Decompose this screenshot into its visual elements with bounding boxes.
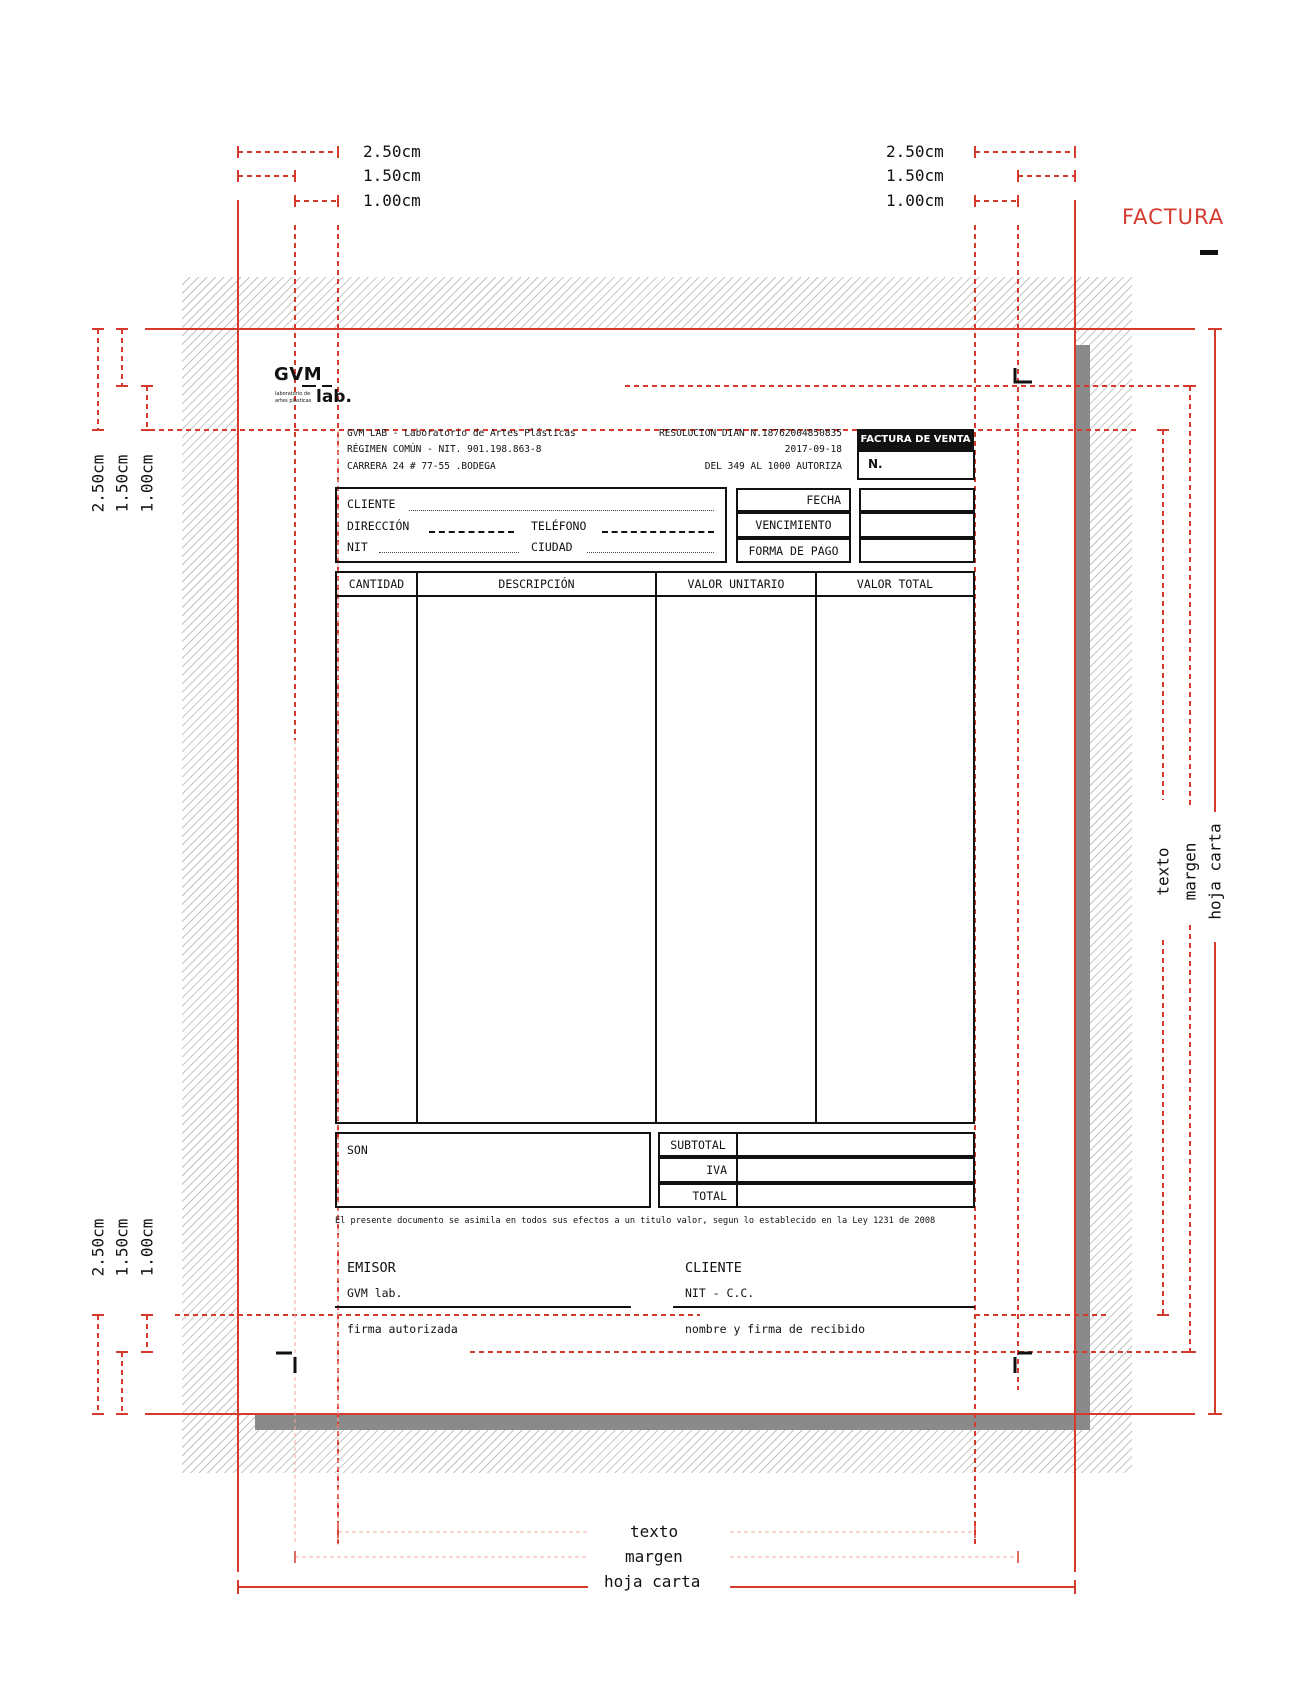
iva-label-cell: [658, 1157, 738, 1183]
left-bottom-margin-1-0: 1.00cm: [137, 1218, 157, 1277]
subtotal-label-cell: [658, 1132, 738, 1157]
date-label-cell: [736, 488, 851, 512]
client-line: [409, 510, 714, 511]
subtotal-label: SUBTOTAL: [670, 1137, 726, 1152]
iva-value-cell: [736, 1157, 975, 1183]
bottom-label-hoja-carta: hoja carta: [604, 1572, 701, 1591]
left-bottom-margin-2-5: 2.50cm: [88, 1218, 108, 1277]
logo-main: GVM: [274, 364, 323, 385]
legal-text: El presente documento se asimila en todos sus efectos a un titulo valor, segun lo establecido en la Ley 1231 de 2008: [335, 1216, 936, 1226]
logo-tagline-1: laboratorio de: [275, 391, 311, 397]
bottom-label-margen: margen: [625, 1547, 683, 1566]
emisor-name: GVM lab.: [347, 1286, 403, 1300]
total-label-cell: [658, 1183, 738, 1208]
son-label: SON: [347, 1143, 368, 1157]
right-label-hoja-carta: hoja carta: [1205, 823, 1225, 920]
son-box: [335, 1132, 651, 1208]
bottom-label-texto: texto: [630, 1522, 679, 1541]
left-top-margin-1-0: 1.00cm: [137, 454, 157, 513]
top-right-margin-1-5: 1.50cm: [886, 166, 944, 185]
date-value-cell: [859, 488, 975, 512]
resolution-line-3: DEL 349 AL 1000 AUTORIZA: [704, 461, 842, 472]
resolution-line-2: 2017-09-18: [784, 444, 842, 455]
client-box: [335, 487, 727, 563]
total-value-cell: [736, 1183, 975, 1208]
subtotal-value-cell: [736, 1132, 975, 1157]
emisor-title: EMISOR: [347, 1260, 396, 1276]
doc-title: FACTURA: [1122, 205, 1225, 229]
cliente-signature-line: [673, 1306, 975, 1308]
right-label-margen: margen: [1180, 842, 1200, 901]
payment-label: FORMA DE PAGO: [748, 543, 839, 558]
address-label: DIRECCIÓN: [347, 519, 410, 533]
logo-tagline-2: artes plásticas: [275, 398, 312, 404]
phone-line: [602, 531, 714, 533]
cliente-title: CLIENTE: [685, 1260, 742, 1276]
header-quantity: CANTIDAD: [348, 577, 405, 591]
invoice-number-box: [857, 450, 975, 480]
iva-label: IVA: [706, 1163, 727, 1177]
cliente-caption: nombre y firma de recibido: [685, 1322, 866, 1336]
company-line-3: CARRERA 24 # 77-55 .BODEGA: [347, 461, 496, 472]
left-top-margin-2-5: 2.50cm: [88, 454, 108, 513]
payment-label-cell: [736, 538, 851, 563]
company-line-2: RÉGIMEN COMÚN - NIT. 901.198.863-8: [347, 444, 542, 455]
top-right-margin-2-5: 2.50cm: [886, 142, 944, 161]
header-unit-value: VALOR UNITARIO: [687, 577, 785, 591]
client-label: CLIENTE: [347, 497, 396, 511]
company-line-1: GVM LAB - Laboratorio de Artes Plásticas: [347, 428, 576, 439]
total-label: TOTAL: [692, 1188, 727, 1203]
left-top-margin-1-5: 1.50cm: [112, 454, 132, 513]
right-label-texto: texto: [1153, 847, 1173, 896]
top-right-margin-1-0: 1.00cm: [886, 191, 944, 210]
top-left-margin-1-0: 1.00cm: [363, 191, 421, 210]
logo-sub: lab.: [316, 387, 352, 407]
logo-underline: [302, 385, 316, 387]
left-bottom-margin-1-5: 1.50cm: [112, 1218, 132, 1277]
logo: [274, 364, 354, 414]
items-table: [335, 571, 975, 1124]
emisor-signature-line: [335, 1306, 631, 1308]
title-dash: [1200, 250, 1218, 255]
address-line: [429, 531, 514, 533]
col-sep-2: [655, 573, 657, 1122]
date-label: FECHA: [806, 493, 841, 507]
cliente-name: NIT - C.C.: [685, 1286, 755, 1300]
top-left-margin-1-5: 1.50cm: [363, 166, 421, 185]
invoice-label: FACTURA DE VENTA: [857, 429, 974, 450]
col-sep-1: [416, 573, 418, 1122]
resolution-line-1: RESOLUCION DIAN N.18762004850835: [658, 428, 842, 439]
top-left-margin-2-5: 2.50cm: [363, 142, 421, 161]
payment-value-cell: [859, 538, 975, 563]
city-label: CIUDAD: [531, 540, 573, 554]
emisor-caption: firma autorizada: [347, 1322, 458, 1336]
due-label-cell: [736, 512, 851, 538]
header-total-value: VALOR TOTAL: [856, 577, 934, 591]
due-label: VENCIMIENTO: [755, 518, 832, 532]
nit-line: [379, 552, 519, 553]
nit-label: NIT: [347, 540, 368, 554]
city-line: [587, 552, 714, 553]
header-description: DESCRIPCIÓN: [498, 577, 575, 591]
due-value-cell: [859, 512, 975, 538]
invoice-number-label: N.: [868, 457, 883, 471]
col-sep-3: [815, 573, 817, 1122]
phone-label: TELÉFONO: [531, 519, 587, 533]
